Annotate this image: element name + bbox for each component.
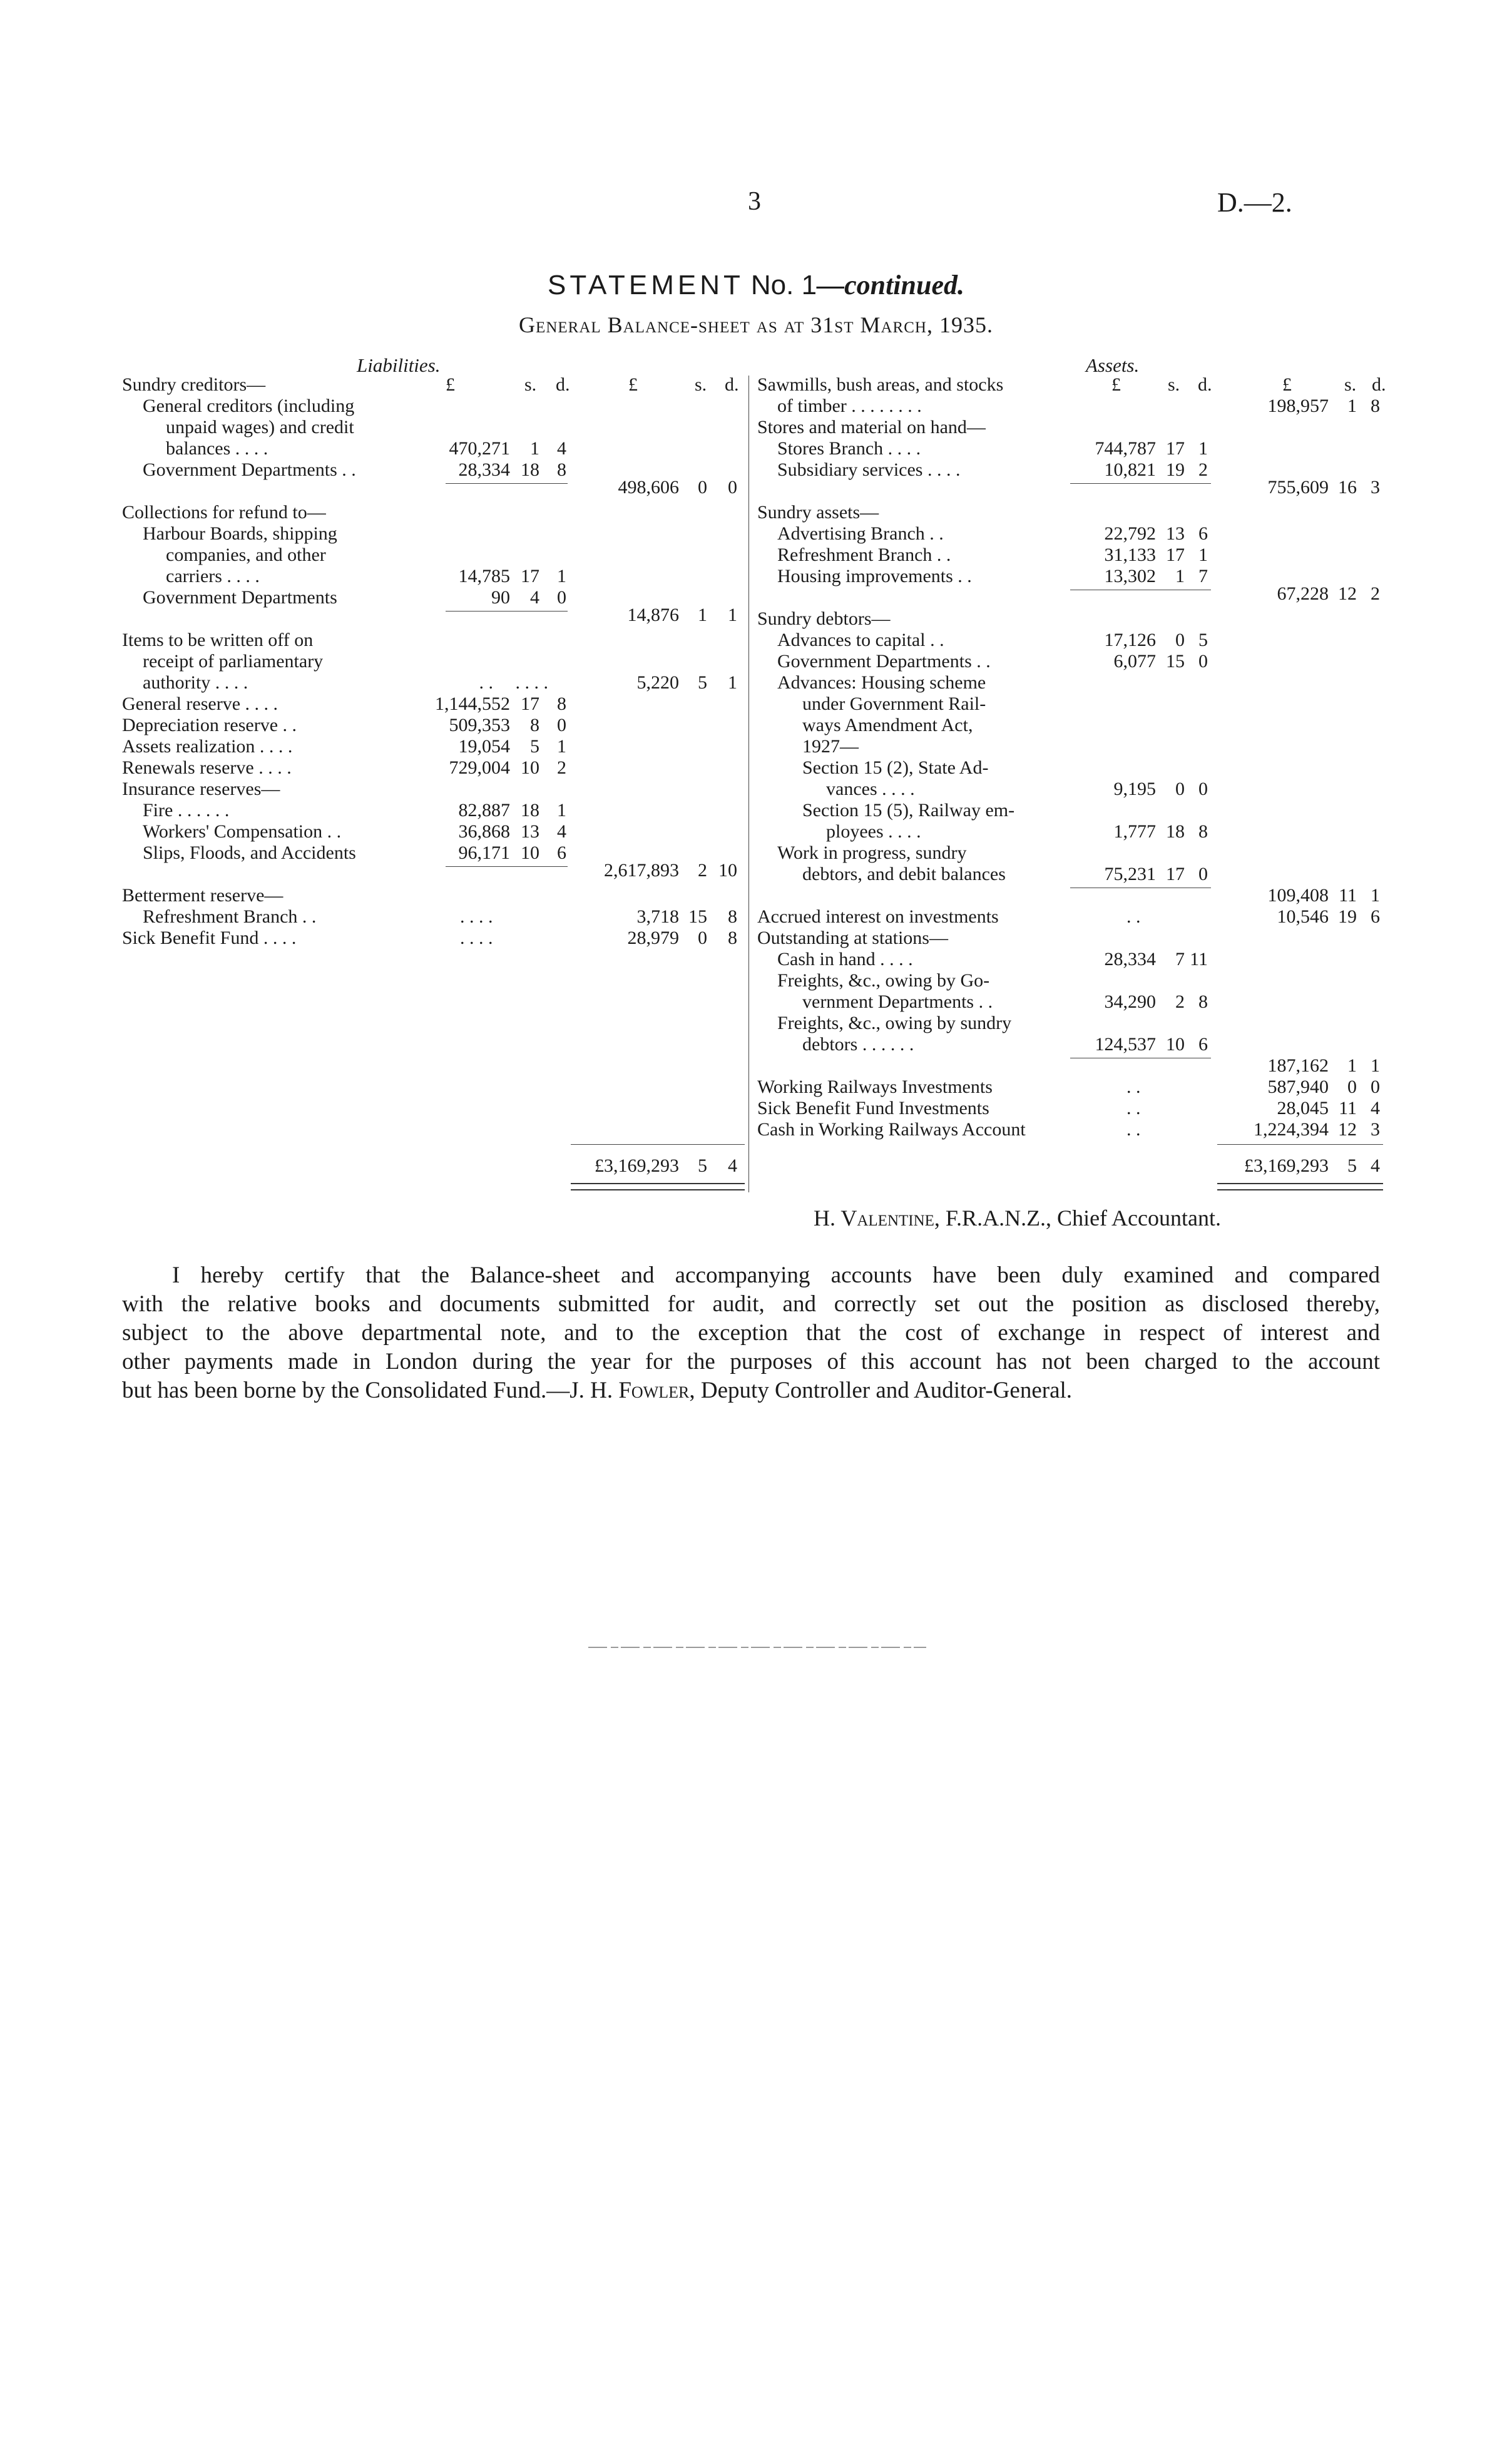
amount-pounds: 28,979 xyxy=(627,928,679,948)
liab-line: Government Departments xyxy=(143,587,337,608)
amount-pounds: 124,537 xyxy=(1095,1034,1156,1055)
amount-pounds: 198,957 xyxy=(1267,396,1329,416)
amount-shillings: 11 xyxy=(1339,1098,1357,1118)
amount-shillings: 4 xyxy=(530,587,539,608)
amount-pence: 2 xyxy=(1198,459,1208,480)
amount-shillings: 18 xyxy=(521,800,539,821)
asset-dots: . . xyxy=(1126,1119,1141,1140)
asset-line: Work in progress, sundry xyxy=(777,842,967,863)
amount-pence: 1 xyxy=(728,605,737,625)
amount-shillings: 2 xyxy=(1175,991,1185,1012)
column-divider xyxy=(748,376,749,1192)
amount-pence: 7 xyxy=(1198,566,1208,586)
audit-certificate xyxy=(122,1261,1380,1405)
liab-line: balances . . . . xyxy=(166,438,268,459)
liab-line: Assets realization . . . . xyxy=(122,736,293,757)
liabilities-total-pounds: £3,169,293 xyxy=(595,1155,679,1176)
subtotal-rule xyxy=(446,866,568,867)
certificate-line: with the relative books and documents submitted for audit, and correctly set out the position as disclosed thereby, xyxy=(122,1291,1380,1317)
amount-shillings: 11 xyxy=(1339,885,1357,906)
amount-pence: 8 xyxy=(728,928,737,948)
amount-shillings: 2 xyxy=(698,860,707,881)
statement-word: STATEMENT xyxy=(547,270,744,300)
liab-col1-pound: £ xyxy=(446,374,455,395)
amount-pounds: 729,004 xyxy=(449,757,510,778)
amount-pence: 6 xyxy=(1371,906,1380,927)
liabilities-heading: Liabilities. xyxy=(357,354,441,376)
amount-pence: 6 xyxy=(1198,523,1208,544)
amount-pounds: 67,228 xyxy=(1277,583,1329,604)
total-rule xyxy=(1217,1144,1383,1145)
amount-pence: 8 xyxy=(1371,396,1380,416)
liab-line: Slips, Floods, and Accidents xyxy=(143,842,356,863)
assets-total-pounds: £3,169,293 xyxy=(1244,1155,1329,1176)
amount-shillings: 1 xyxy=(1347,1055,1357,1076)
amount-pounds: 187,162 xyxy=(1267,1055,1329,1076)
amount-pounds: 10,821 xyxy=(1104,459,1156,480)
asset-line: under Government Rail- xyxy=(802,693,986,714)
asset-line: of timber . . . . . . . . xyxy=(777,396,922,416)
amount-pence: 6 xyxy=(557,842,566,863)
amount-pence: 0 xyxy=(1198,651,1208,672)
certificate-line: other payments made in London during the year for the purposes of this account has not been charged to the account xyxy=(122,1349,1380,1374)
asset-line: Advances: Housing scheme xyxy=(777,672,986,693)
liab-dots: . . . . xyxy=(460,928,493,948)
asset-line: vernment Departments . . xyxy=(802,991,993,1012)
asset-line: Section 15 (2), State Ad- xyxy=(802,757,989,778)
amount-pounds: 75,231 xyxy=(1104,864,1156,884)
liab-line: carriers . . . . xyxy=(166,566,260,586)
amount-pounds: 31,133 xyxy=(1104,545,1156,565)
amount-pounds: 2,617,893 xyxy=(604,860,679,881)
amount-pounds: 17,126 xyxy=(1104,630,1156,650)
asset-line: Government Departments . . xyxy=(777,651,991,672)
amount-pence: 0 xyxy=(557,587,566,608)
asset-line: Advances to capital . . xyxy=(777,630,944,650)
amount-shillings: 15 xyxy=(688,906,707,927)
liab-col1-pence: d. xyxy=(556,374,570,395)
asset-col1-shilling: s. xyxy=(1168,374,1180,395)
liab-line: Renewals reserve . . . . xyxy=(122,757,292,778)
amount-pounds: 9,195 xyxy=(1113,779,1156,799)
asset-line: Freights, &c., owing by sundry xyxy=(777,1013,1012,1033)
liab-line: Depreciation reserve . . xyxy=(122,715,297,735)
asset-col2-pound: £ xyxy=(1282,374,1292,395)
asset-col2-pence: d. xyxy=(1372,374,1386,395)
amount-shillings: 12 xyxy=(1338,1119,1357,1140)
asset-line: debtors, and debit balances xyxy=(802,864,1006,884)
amount-shillings: 1 xyxy=(1175,566,1185,586)
asset-line: Refreshment Branch . . xyxy=(777,545,951,565)
amount-pounds: 6,077 xyxy=(1113,651,1156,672)
asset-col1-pence: d. xyxy=(1198,374,1212,395)
amount-pounds: 509,353 xyxy=(449,715,510,735)
balance-sheet-subtitle: General Balance-sheet as at 31st March, 1935. xyxy=(519,312,993,337)
amount-pence: 0 xyxy=(728,477,737,498)
asset-line: Section 15 (5), Railway em- xyxy=(802,800,1015,821)
amount-pence: 1 xyxy=(1371,1055,1380,1076)
amount-pounds: 19,054 xyxy=(458,736,510,757)
asset-line: Accrued interest on investments xyxy=(757,906,999,927)
asset-line: Advertising Branch . . xyxy=(777,523,944,544)
liab-line: Betterment reserve— xyxy=(122,885,284,906)
liab-line: companies, and other xyxy=(166,545,326,565)
liab-col1-shilling: s. xyxy=(524,374,537,395)
amount-pounds: 96,171 xyxy=(458,842,510,863)
amount-shillings: 15 xyxy=(1166,651,1185,672)
certificate-line: I hereby certify that the Balance-sheet and accompanying accounts have been duly examined and compared xyxy=(172,1262,1380,1288)
amount-shillings: 0 xyxy=(1347,1077,1357,1097)
asset-line: Stores Branch . . . . xyxy=(777,438,921,459)
asset-line: Stores and material on hand— xyxy=(757,417,986,438)
amount-pence: 1 xyxy=(728,672,737,693)
amount-placeholder: . . xyxy=(479,672,493,693)
amount-pounds: 14,876 xyxy=(627,605,679,625)
amount-shillings: 19 xyxy=(1338,906,1357,927)
amount-pounds: 28,045 xyxy=(1277,1098,1329,1118)
amount-pounds: 5,220 xyxy=(636,672,679,693)
amount-pence: 4 xyxy=(557,438,566,459)
amount-pence: 0 xyxy=(1371,1077,1380,1097)
amount-shillings: 5 xyxy=(698,672,707,693)
decorative-rule xyxy=(588,1646,926,1649)
amount-pence: 4 xyxy=(1371,1098,1380,1118)
subtotal-rule xyxy=(1070,483,1211,484)
amount-shillings: 18 xyxy=(521,459,539,480)
amount-shillings: 10 xyxy=(1166,1034,1185,1055)
amount-shillings: 0 xyxy=(1175,779,1185,799)
asset-col1-pound: £ xyxy=(1111,374,1121,395)
asset-line: ployees . . . . xyxy=(826,821,921,842)
amount-shillings: 16 xyxy=(1338,477,1357,498)
amount-shillings: 0 xyxy=(698,477,707,498)
liab-line: authority . . . . xyxy=(143,672,248,693)
amount-shillings: 12 xyxy=(1338,583,1357,604)
amount-pounds: 498,606 xyxy=(618,477,679,498)
liab-line: General reserve . . . . xyxy=(122,693,278,714)
amount-pence: 5 xyxy=(1198,630,1208,650)
amount-pounds: 13,302 xyxy=(1104,566,1156,586)
asset-dots: . . xyxy=(1126,1077,1141,1097)
continued-label: —continued. xyxy=(817,270,964,300)
amount-pence: 11 xyxy=(1190,949,1208,970)
certificate-last-prefix: but has been borne by the Consolidated Fund.— xyxy=(122,1378,570,1403)
asset-line: ways Amendment Act, xyxy=(802,715,973,735)
liab-line: General creditors (including xyxy=(143,396,355,416)
amount-shillings: 17 xyxy=(521,566,539,586)
amount-placeholder: . . . . xyxy=(515,672,548,693)
amount-shillings: 7 xyxy=(1175,949,1185,970)
liab-line: Fire . . . . . . xyxy=(143,800,230,821)
asset-dots: . . xyxy=(1126,906,1141,927)
amount-shillings: 13 xyxy=(1166,523,1185,544)
liab-col2-shilling: s. xyxy=(695,374,707,395)
certificate-last-suffix: , Deputy Controller and Auditor-General. xyxy=(689,1378,1073,1403)
asset-line: Freights, &c., owing by Go- xyxy=(777,970,990,991)
amount-pence: 8 xyxy=(1198,821,1208,842)
asset-line: Sundry debtors— xyxy=(757,608,891,629)
amount-pence: 8 xyxy=(728,906,737,927)
asset-line: Cash in Working Railways Account xyxy=(757,1119,1026,1140)
amount-pounds: 10,546 xyxy=(1277,906,1329,927)
amount-pounds: 109,408 xyxy=(1267,885,1329,906)
amount-pence: 0 xyxy=(1198,779,1208,799)
asset-dots: . . xyxy=(1126,1098,1141,1118)
amount-pounds: 82,887 xyxy=(458,800,510,821)
amount-pence: 1 xyxy=(1198,438,1208,459)
liab-col2-pence: d. xyxy=(725,374,739,395)
liab-line: Items to be written off on xyxy=(122,630,314,650)
asset-line: debtors . . . . . . xyxy=(802,1034,914,1055)
amount-shillings: 1 xyxy=(1347,396,1357,416)
amount-shillings: 0 xyxy=(1175,630,1185,650)
page-number: 3 xyxy=(748,187,761,216)
amount-pence: 1 xyxy=(557,800,566,821)
amount-shillings: 10 xyxy=(521,757,539,778)
total-rule xyxy=(571,1144,745,1145)
amount-pounds: 28,334 xyxy=(458,459,510,480)
amount-pounds: 3,718 xyxy=(636,906,679,927)
certificate-line-last xyxy=(122,1376,1380,1405)
amount-pounds: 28,334 xyxy=(1104,949,1156,970)
liab-line: Insurance reserves— xyxy=(122,779,280,799)
amount-shillings: 19 xyxy=(1166,459,1185,480)
total-double-rule xyxy=(571,1183,745,1190)
asset-line: Sawmills, bush areas, and stocks xyxy=(757,374,1004,395)
amount-pence: 1 xyxy=(557,566,566,586)
amount-pence: 0 xyxy=(557,715,566,735)
amount-pence: 4 xyxy=(557,821,566,842)
amount-pence: 3 xyxy=(1371,1119,1380,1140)
amount-pence: 2 xyxy=(1371,583,1380,604)
amount-pence: 2 xyxy=(557,757,566,778)
amount-pounds: 587,940 xyxy=(1267,1077,1329,1097)
amount-pence: 6 xyxy=(1198,1034,1208,1055)
assets-total-shillings: 5 xyxy=(1347,1155,1357,1176)
amount-pence: 8 xyxy=(1198,991,1208,1012)
accountant-name: H. Valentine xyxy=(814,1205,934,1231)
amount-pence: 1 xyxy=(1371,885,1380,906)
document-reference: D.—2. xyxy=(1217,187,1292,218)
amount-pence: 10 xyxy=(718,860,737,881)
asset-col2-shilling: s. xyxy=(1344,374,1357,395)
amount-pounds: 755,609 xyxy=(1267,477,1329,498)
subtotal-rule xyxy=(446,611,568,612)
asset-line: 1927— xyxy=(802,736,859,757)
liab-line: Sick Benefit Fund . . . . xyxy=(122,928,297,948)
subtotal-rule xyxy=(446,483,568,484)
auditor-name: J. H. Fowler xyxy=(570,1378,690,1403)
amount-shillings: 17 xyxy=(1166,545,1185,565)
amount-pence: 0 xyxy=(1198,864,1208,884)
liab-line: unpaid wages) and credit xyxy=(166,417,354,438)
amount-pounds: 90 xyxy=(491,587,510,608)
amount-shillings: 1 xyxy=(530,438,539,459)
amount-pence: 8 xyxy=(557,693,566,714)
asset-line: Sick Benefit Fund Investments xyxy=(757,1098,989,1118)
statement-title xyxy=(0,269,1512,301)
amount-pounds: 22,792 xyxy=(1104,523,1156,544)
accountant-title: , F.R.A.N.Z., Chief Accountant. xyxy=(934,1205,1221,1231)
amount-shillings: 1 xyxy=(698,605,707,625)
amount-shillings: 10 xyxy=(521,842,539,863)
amount-shillings: 5 xyxy=(530,736,539,757)
liab-line: receipt of parliamentary xyxy=(143,651,324,672)
liab-line: Harbour Boards, shipping xyxy=(143,523,337,544)
liab-line: Workers' Compensation . . xyxy=(143,821,342,842)
amount-pence: 3 xyxy=(1371,477,1380,498)
amount-pence: 8 xyxy=(557,459,566,480)
amount-shillings: 0 xyxy=(698,928,707,948)
amount-shillings: 17 xyxy=(1166,864,1185,884)
amount-pence: 1 xyxy=(1198,545,1208,565)
liab-line: Collections for refund to— xyxy=(122,502,326,523)
asset-line: Cash in hand . . . . xyxy=(777,949,913,970)
asset-line: Housing improvements . . xyxy=(777,566,972,586)
amount-pence: 1 xyxy=(557,736,566,757)
chief-accountant-signature xyxy=(814,1205,1221,1231)
amount-pounds: 744,787 xyxy=(1095,438,1156,459)
amount-pounds: 14,785 xyxy=(458,566,510,586)
amount-pounds: 470,271 xyxy=(449,438,510,459)
asset-line: vances . . . . xyxy=(826,779,915,799)
total-double-rule xyxy=(1217,1183,1383,1190)
amount-shillings: 17 xyxy=(521,693,539,714)
certificate-line: subject to the above departmental note, and to the exception that the cost of exchange in respect of interest and xyxy=(122,1320,1380,1346)
amount-shillings: 18 xyxy=(1166,821,1185,842)
amount-pounds: 36,868 xyxy=(458,821,510,842)
amount-pounds: 1,224,394 xyxy=(1254,1119,1329,1140)
asset-line: Outstanding at stations— xyxy=(757,928,948,948)
amount-pounds: 1,777 xyxy=(1113,821,1156,842)
liab-dots: . . . . xyxy=(460,906,493,927)
asset-line: Working Railways Investments xyxy=(757,1077,993,1097)
statement-number: No. 1 xyxy=(750,270,817,300)
amount-shillings: 13 xyxy=(521,821,539,842)
asset-line: Subsidiary services . . . . xyxy=(777,459,961,480)
liab-line: Government Departments . . xyxy=(143,459,356,480)
liab-line: Refreshment Branch . . xyxy=(143,906,317,927)
assets-total-pence: 4 xyxy=(1371,1155,1380,1176)
assets-heading: Assets. xyxy=(1086,354,1140,376)
liab-col2-pound: £ xyxy=(628,374,638,395)
asset-line: Sundry assets— xyxy=(757,502,879,523)
liabilities-total-pence: 4 xyxy=(728,1155,737,1176)
amount-pounds: 34,290 xyxy=(1104,991,1156,1012)
amount-shillings: 17 xyxy=(1166,438,1185,459)
amount-shillings: 8 xyxy=(530,715,539,735)
liab-line: Sundry creditors— xyxy=(122,374,266,395)
liabilities-total-shillings: 5 xyxy=(698,1155,707,1176)
amount-pounds: 1,144,552 xyxy=(435,693,510,714)
